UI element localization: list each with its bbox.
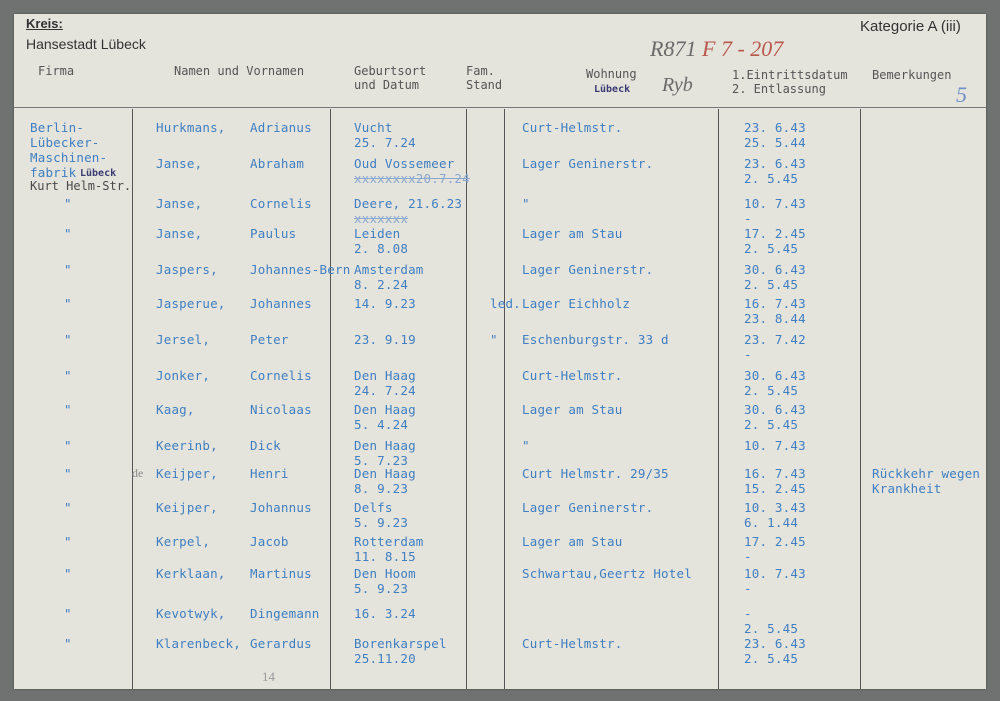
row-12-date2: 6. 1.44: [744, 515, 799, 530]
row-3-birth1: Deere, 21.6.23: [354, 196, 463, 211]
divider-eintritt: [860, 109, 861, 689]
row-5-surname: Jaspers,: [156, 262, 218, 277]
row-5-birth2: 8. 2.24: [354, 277, 409, 292]
row-11-firma: ": [64, 466, 72, 481]
row-9-wohnung: Lager am Stau: [522, 402, 623, 417]
row-11-birth1: Den Haag: [354, 466, 416, 481]
row-2-given: Abraham: [250, 156, 305, 171]
row-15-date2: 2. 5.45: [744, 621, 799, 636]
row-5-birth1: Amsterdam: [354, 262, 424, 277]
row-15-date1: -: [744, 606, 752, 621]
row-7-wohnung: Eschenburgstr. 33 d: [522, 332, 669, 347]
row-10-birth1: Den Haag: [354, 438, 416, 453]
col-namen: Namen und Vornamen: [174, 64, 305, 78]
row-13-wohnung: Lager am Stau: [522, 534, 623, 549]
row-1-date2: 25. 5.44: [744, 135, 806, 150]
row-7-firma: ": [64, 332, 72, 347]
row-8-birth1: Den Haag: [354, 368, 416, 383]
row-15-surname: Kevotwyk,: [156, 606, 226, 621]
row-14-date2: -: [744, 581, 752, 596]
row-1-given: Adrianus: [250, 120, 312, 135]
row-11-date1: 16. 7.43: [744, 466, 806, 481]
row-16-date1: 23. 6.43: [744, 636, 806, 651]
row-12-given: Johannus: [250, 500, 312, 515]
row-5-date1: 30. 6.43: [744, 262, 806, 277]
row-16-birth2: 25.11.20: [354, 651, 416, 666]
row-6-given: Johannes: [250, 296, 312, 311]
wohnung-stamp: Lübeck: [594, 84, 631, 95]
row-14-firma: ": [64, 566, 72, 581]
firma-line-5: Kurt Helm-Str.: [30, 179, 132, 193]
firma-stamp: Lübeck: [80, 168, 117, 179]
kreis-label: Kreis:: [26, 16, 63, 31]
row-14-birth2: 5. 9.23: [354, 581, 409, 596]
col-eintritt-1: 1.Eintrittsdatum: [732, 68, 848, 82]
row-10-birth2: 5. 7.23: [354, 453, 409, 468]
row-16-date2: 2. 5.45: [744, 651, 799, 666]
row-11-given: Henri: [250, 466, 289, 481]
handwritten-ref-3: Ryb: [662, 74, 693, 96]
row-10-date1: 10. 7.43: [744, 438, 806, 453]
row-2-date1: 23. 6.43: [744, 156, 806, 171]
row-10-wohnung: ": [522, 438, 530, 453]
row-4-wohnung: Lager am Stau: [522, 226, 623, 241]
row-14-given: Martinus: [250, 566, 312, 581]
bemerk-line-1: Rückkehr wegen: [872, 466, 981, 481]
row-6-firma: ": [64, 296, 72, 311]
row-3-date1: 10. 7.43: [744, 196, 806, 211]
row-11-surname: Keijper,: [156, 466, 218, 481]
row-9-birth2: 5. 4.24: [354, 417, 409, 432]
row-12-date1: 10. 3.43: [744, 500, 806, 515]
row-3-date2: -: [744, 211, 752, 226]
col-geburt-2: und Datum: [354, 78, 420, 92]
divider-geburt: [466, 109, 467, 689]
divider-firma: [132, 109, 133, 689]
row-6-birth1: 14. 9.23: [354, 296, 416, 311]
row-1-birth1: Vucht: [354, 120, 393, 135]
divider-namen: [330, 109, 331, 689]
kreis-value: Hansestadt Lübeck: [26, 36, 146, 52]
row-7-date2: -: [744, 347, 752, 362]
row-10-firma: ": [64, 438, 72, 453]
row-11-wohnung: Curt Helmstr. 29/35: [522, 466, 669, 481]
row-2-birth1: Oud Vossemeer: [354, 156, 455, 171]
row-4-birth2: 2. 8.08: [354, 241, 409, 256]
row-5-wohnung: Lager Geninerstr.: [522, 262, 654, 277]
row-5-given: Johannes-Bern: [250, 262, 351, 277]
row-16-wohnung: Curt-Helmstr.: [522, 636, 623, 651]
col-geburt-1: Geburtsort: [354, 64, 427, 78]
row-4-firma: ": [64, 226, 72, 241]
row-6-fam: led.: [490, 296, 521, 311]
row-13-firma: ": [64, 534, 72, 549]
row-12-surname: Keijper,: [156, 500, 218, 515]
category-label: Kategorie A (iii): [860, 18, 961, 35]
row-9-date2: 2. 5.45: [744, 417, 799, 432]
row-16-surname: Klarenbeck,: [156, 636, 241, 651]
handwritten-ref-1: R871: [650, 36, 697, 61]
divider-fam: [504, 109, 505, 689]
page-mark: 5: [956, 82, 967, 107]
row-11-date2: 15. 2.45: [744, 481, 806, 496]
row-12-firma: ": [64, 500, 72, 515]
row-8-surname: Jonker,: [156, 368, 211, 383]
row-4-date1: 17. 2.45: [744, 226, 806, 241]
row-2-date2: 2. 5.45: [744, 171, 799, 186]
row-7-given: Peter: [250, 332, 289, 347]
row-15-firma: ": [64, 606, 72, 621]
row-11-birth2: 8. 9.23: [354, 481, 409, 496]
row-2-birth2: xxxxxxxx20.7.24: [354, 171, 470, 186]
col-firma: Firma: [38, 64, 75, 78]
row-6-wohnung: Lager Eichholz: [522, 296, 631, 311]
row-9-given: Nicolaas: [250, 402, 312, 417]
row-1-wohnung: Curt-Helmstr.: [522, 120, 623, 135]
row-16-firma: ": [64, 636, 72, 651]
col-wohnung: Wohnung: [586, 67, 637, 81]
col-bemerkungen: Bemerkungen: [872, 68, 952, 82]
firma-line-3: Maschinen-: [30, 150, 108, 165]
firma-line-1: Berlin-: [30, 120, 85, 135]
margin-mark: de: [132, 466, 144, 480]
registration-card: [14, 14, 986, 689]
row-6-date1: 16. 7.43: [744, 296, 806, 311]
row-16-birth1: Borenkarspel: [354, 636, 447, 651]
row-12-birth1: Delfs: [354, 500, 393, 515]
row-13-given: Jacob: [250, 534, 289, 549]
row-6-surname: Jasperue,: [156, 296, 226, 311]
row-2-wohnung: Lager Geninerstr.: [522, 156, 654, 171]
row-4-surname: Janse,: [156, 226, 203, 241]
row-2-surname: Janse,: [156, 156, 203, 171]
row-7-fam: ": [490, 332, 498, 347]
row-9-date1: 30. 6.43: [744, 402, 806, 417]
row-6-date2: 23. 8.44: [744, 311, 806, 326]
row-7-date1: 23. 7.42: [744, 332, 806, 347]
row-13-date1: 17. 2.45: [744, 534, 806, 549]
row-4-date2: 2. 5.45: [744, 241, 799, 256]
col-fam-2: Stand: [466, 78, 503, 92]
divider-wohnung: [718, 109, 719, 689]
row-8-wohnung: Curt-Helmstr.: [522, 368, 623, 383]
handwritten-ref-2: F 7 - 207: [702, 36, 784, 61]
row-4-given: Paulus: [250, 226, 297, 241]
row-3-birth2: xxxxxxx: [354, 211, 409, 226]
row-16-given: Gerardus: [250, 636, 312, 651]
row-10-given: Dick: [250, 438, 281, 453]
row-10-surname: Keerinb,: [156, 438, 218, 453]
row-5-firma: ": [64, 262, 72, 277]
row-5-date2: 2. 5.45: [744, 277, 799, 292]
row-8-given: Cornelis: [250, 368, 312, 383]
row-15-birth1: 16. 3.24: [354, 606, 416, 621]
row-9-surname: Kaag,: [156, 402, 195, 417]
row-14-birth1: Den Hoom: [354, 566, 416, 581]
row-3-surname: Janse,: [156, 196, 203, 211]
row-9-birth1: Den Haag: [354, 402, 416, 417]
row-15-given: Dingemann: [250, 606, 320, 621]
row-8-date2: 2. 5.45: [744, 383, 799, 398]
row-12-birth2: 5. 9.23: [354, 515, 409, 530]
row-7-birth1: 23. 9.19: [354, 332, 416, 347]
row-8-birth2: 24. 7.24: [354, 383, 416, 398]
row-3-wohnung: ": [522, 196, 530, 211]
bemerk-line-2: Krankheit: [872, 481, 942, 496]
firma-line-4: fabrik: [30, 165, 77, 180]
row-4-birth1: Leiden: [354, 226, 401, 241]
row-13-surname: Kerpel,: [156, 534, 211, 549]
row-8-date1: 30. 6.43: [744, 368, 806, 383]
col-fam-1: Fam.: [466, 64, 495, 78]
row-13-date2: -: [744, 549, 752, 564]
row-12-wohnung: Lager Geninerstr.: [522, 500, 654, 515]
row-14-wohnung: Schwartau,Geertz Hotel: [522, 566, 692, 581]
row-1-birth2: 25. 7.24: [354, 135, 416, 150]
row-3-firma: ": [64, 196, 72, 211]
firma-line-2: Lübecker-: [30, 135, 100, 150]
header-divider: [14, 107, 986, 108]
col-eintritt-2: 2. Entlassung: [732, 82, 826, 96]
row-14-date1: 10. 7.43: [744, 566, 806, 581]
row-8-firma: ": [64, 368, 72, 383]
row-3-given: Cornelis: [250, 196, 312, 211]
row-14-surname: Kerklaan,: [156, 566, 226, 581]
row-13-birth2: 11. 8.15: [354, 549, 416, 564]
row-9-firma: ": [64, 402, 72, 417]
bottom-mark: 14: [262, 669, 275, 684]
row-7-surname: Jersel,: [156, 332, 211, 347]
row-13-birth1: Rotterdam: [354, 534, 424, 549]
row-1-surname: Hurkmans,: [156, 120, 226, 135]
row-1-date1: 23. 6.43: [744, 120, 806, 135]
